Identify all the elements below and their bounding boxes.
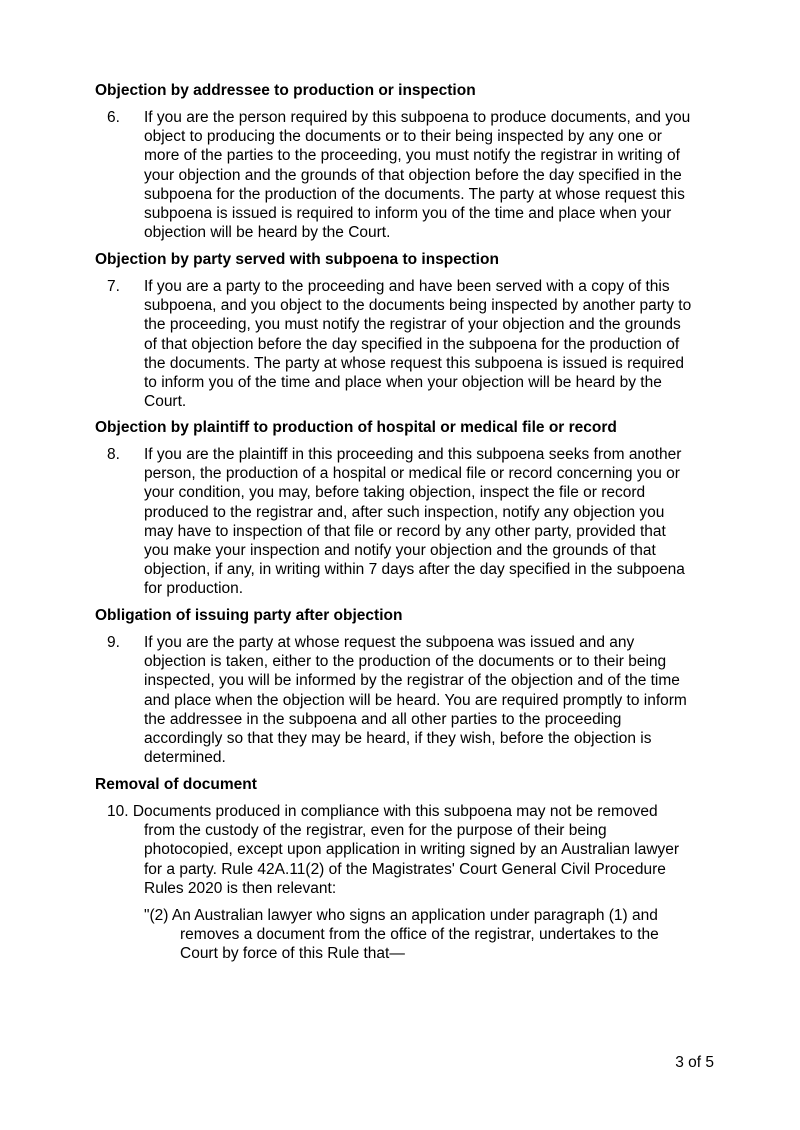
text-line: person, the production of a hospital or medical file or record concerning you or: [144, 465, 680, 483]
text-line: Court.: [144, 393, 187, 411]
text-line: If you are the party at whose request the subpoena was issued and any: [144, 634, 635, 651]
paragraph-10: [107, 802, 719, 898]
text-line: If you are the plaintiff in this proceeding and this subpoena seeks from another: [144, 446, 682, 463]
paragraph-number: 8.: [107, 446, 120, 463]
text-line: accordingly so that they may be heard, if they wish, before the objection is: [144, 730, 652, 748]
text-line: Rules 2020 is then relevant:: [144, 879, 337, 897]
paragraph-text: [144, 633, 719, 767]
paragraph-number: 7.: [107, 278, 120, 295]
text-line: to inform you of the time and place when your objection will be heard by the: [144, 374, 662, 392]
text-line: removes a document from the office of the registrar, undertakes to the: [180, 926, 659, 944]
paragraph-text: [144, 108, 719, 242]
quoted-rule: [144, 906, 719, 964]
text-line: may have to inspection of that file or record by any other party, provided that: [144, 522, 666, 540]
text-line: If you are a party to the proceeding and have been served with a copy of this: [144, 278, 670, 295]
text-line: "(2) An Australian lawyer who signs an application under paragraph (1) and: [144, 907, 658, 924]
text-line: If you are the person required by this subpoena to produce documents, and you: [144, 109, 691, 126]
text-line: the documents. The party at whose request this subpoena is issued is required: [144, 354, 684, 372]
section-heading-objection-by-plaintiff: Objection by plaintiff to production of hospital or medical file or record: [95, 419, 617, 436]
text-line: Court by force of this Rule that—: [180, 945, 405, 963]
page-number: 3 of 5: [675, 1054, 714, 1071]
text-line: for a party. Rule 42A.11(2) of the Magistrates' Court General Civil Procedure: [144, 860, 666, 878]
text-line: subpoena, and you object to the documents being inspected by another party to: [144, 297, 692, 315]
text-line: for production.: [144, 580, 244, 598]
text-line: your condition, you may, before taking objection, inspect the file or record: [144, 484, 646, 502]
text-line: the proceeding, you must notify the registrar of your objection and the grounds: [144, 316, 681, 334]
text-line: object to producing the documents or to their being inspected by any one or: [144, 128, 662, 146]
paragraph-number: 9.: [107, 634, 120, 651]
text-line: you make your inspection and notify your objection and the grounds of that: [144, 542, 656, 560]
text-line: inspected, you will be informed by the registrar of the objection and of the time: [144, 672, 680, 690]
text-line: subpoena for the production of the documents. The party at whose request this: [144, 185, 685, 203]
text-line: subpoena is issued is required to inform you of the time and place when your: [144, 205, 672, 223]
section-heading-objection-by-addressee: Objection by addressee to production or inspection: [95, 82, 476, 99]
text-line: from the custody of the registrar, even for the purpose of their being: [144, 822, 607, 840]
section-heading-obligation-of-issuing-party: Obligation of issuing party after objection: [95, 607, 403, 624]
text-line: produced to the registrar and, after such inspection, notify any objection you: [144, 503, 665, 521]
text-line: 10. Documents produced in compliance with this subpoena may not be removed: [107, 803, 658, 820]
paragraph-number: 6.: [107, 109, 120, 126]
text-line: objection is taken, either to the production of the documents or to their being: [144, 653, 667, 671]
text-line: of that objection before the day specified in the subpoena for the production of: [144, 335, 680, 353]
paragraph-text: [144, 445, 719, 599]
section-heading-removal-of-document: Removal of document: [95, 776, 257, 793]
text-line: determined.: [144, 749, 226, 767]
paragraph-text: [144, 277, 719, 411]
text-line: objection will be heard by the Court.: [144, 224, 391, 242]
text-line: the addressee in the subpoena and all other parties to the proceeding: [144, 710, 622, 728]
text-line: photocopied, except upon application in writing signed by an Australian lawyer: [144, 841, 680, 859]
text-line: and place when the objection will be heard. You are required promptly to inform: [144, 691, 687, 709]
text-line: objection, if any, in writing within 7 days after the day specified in the subpoena: [144, 561, 685, 579]
text-line: your objection and the grounds of that objection before the day specified in the: [144, 166, 682, 184]
text-line: more of the parties to the proceeding, you must notify the registrar in writing of: [144, 147, 680, 165]
section-heading-objection-by-party: Objection by party served with subpoena to inspection: [95, 251, 499, 268]
